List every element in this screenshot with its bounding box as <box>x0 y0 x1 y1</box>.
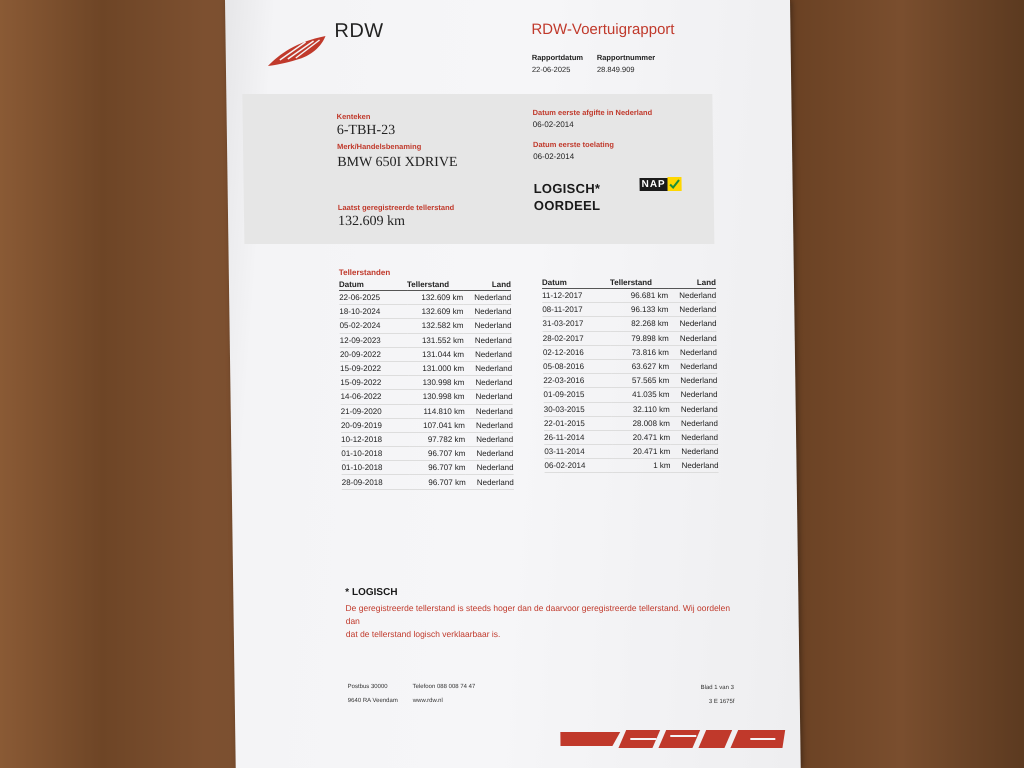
table-row <box>543 388 717 402</box>
note-line2: dat de tellerstand logisch verklaarbaar is. <box>345 629 501 639</box>
row-datum: 05-02-2024 <box>339 319 407 333</box>
row-land: Nederland <box>463 305 511 319</box>
row-land: Nederland <box>465 404 513 418</box>
table-row <box>339 291 511 305</box>
row-tellerstand: 131.552 km <box>408 333 464 347</box>
row-tellerstand: 1 km <box>612 459 670 473</box>
oordeel-block <box>534 180 601 214</box>
laatst-label: Laatst geregistreerde tellerstand <box>337 203 455 212</box>
table-row <box>542 303 716 317</box>
afgifte-label: Datum eerste afgifte in Nederland <box>532 108 653 117</box>
row-datum: 22-06-2025 <box>339 291 407 305</box>
row-tellerstand: 96.133 km <box>610 303 668 317</box>
footer-website: www.rdw.nl <box>412 698 443 704</box>
table-row <box>339 305 511 319</box>
rdw-stripes-icon <box>560 724 790 754</box>
table-row <box>544 416 718 430</box>
row-datum: 22-01-2015 <box>544 416 612 430</box>
oordeel-line1: LOGISCH* <box>533 181 601 196</box>
row-datum: 01-10-2018 <box>341 447 409 461</box>
note-title: * LOGISCH <box>345 587 398 598</box>
row-datum: 11-12-2017 <box>542 289 610 303</box>
table-row <box>341 418 513 432</box>
table-row <box>544 445 718 459</box>
row-land: Nederland <box>670 459 718 473</box>
col-land: Land <box>668 278 716 289</box>
row-land: Nederland <box>465 432 513 446</box>
rapportdatum-value: 22-06-2025 <box>531 65 571 74</box>
toelating-value: 06-02-2014 <box>533 152 575 161</box>
table-row <box>342 475 514 489</box>
row-tellerstand: 20.471 km <box>612 445 670 459</box>
row-land: Nederland <box>465 447 513 461</box>
row-datum: 21-09-2020 <box>341 404 409 418</box>
table-row <box>544 459 718 473</box>
row-land: Nederland <box>669 345 717 359</box>
row-datum: 06-02-2014 <box>544 459 612 473</box>
row-tellerstand: 32.110 km <box>612 402 670 416</box>
nap-letters: NAP <box>639 178 667 191</box>
row-tellerstand: 96.707 km <box>409 447 465 461</box>
kenteken-label: Kenteken <box>336 112 371 121</box>
row-datum: 22-03-2016 <box>543 374 611 388</box>
row-land: Nederland <box>670 416 718 430</box>
footer-adres: 9640 RA Veendam <box>347 698 398 704</box>
table-row <box>340 390 512 404</box>
table-row <box>339 319 511 333</box>
report-title: RDW-Voertuigrapport <box>531 21 675 38</box>
oordeel-line2: OORDEEL <box>533 198 601 213</box>
row-tellerstand: 41.035 km <box>611 388 669 402</box>
row-datum: 10-12-2018 <box>341 432 409 446</box>
row-land: Nederland <box>464 390 512 404</box>
org-name: RDW <box>334 20 384 42</box>
row-land: Nederland <box>668 303 716 317</box>
table-row <box>542 289 716 303</box>
afgifte-value: 06-02-2014 <box>532 120 574 129</box>
table-row <box>543 359 717 373</box>
row-tellerstand: 97.782 km <box>409 432 465 446</box>
rdw-feather-logo-icon <box>265 32 330 70</box>
row-tellerstand: 114.810 km <box>409 404 465 418</box>
row-land: Nederland <box>670 445 718 459</box>
rapportnummer-label: Rapportnummer <box>596 53 656 62</box>
table-row <box>544 402 718 416</box>
row-land: Nederland <box>668 289 716 303</box>
row-land: Nederland <box>669 374 717 388</box>
row-land: Nederland <box>668 317 716 331</box>
col-tellerstand: Tellerstand <box>610 278 668 289</box>
row-tellerstand: 57.565 km <box>611 374 669 388</box>
row-tellerstand: 132.582 km <box>407 319 463 333</box>
footer-blad: Blad 1 van 3 <box>700 685 735 691</box>
row-land: Nederland <box>464 361 512 375</box>
col-datum: Datum <box>542 278 610 289</box>
note-text <box>345 602 746 641</box>
table-row <box>341 404 513 418</box>
row-datum: 08-11-2017 <box>542 303 610 317</box>
row-datum: 26-11-2014 <box>544 430 612 444</box>
row-datum: 20-09-2019 <box>341 418 409 432</box>
laatst-value: 132.609 km <box>337 214 406 229</box>
row-land: Nederland <box>463 319 511 333</box>
row-datum: 02-12-2016 <box>543 345 611 359</box>
footer-postbus: Postbus 30000 <box>347 684 388 690</box>
row-land: Nederland <box>669 359 717 373</box>
tellerstanden-table-left <box>339 280 514 490</box>
row-land: Nederland <box>464 347 512 361</box>
footer-code: 3 E 1675f <box>708 699 735 705</box>
table-row <box>543 331 717 345</box>
table-row <box>542 317 716 331</box>
table-row <box>340 333 512 347</box>
col-land: Land <box>463 280 511 291</box>
row-land: Nederland <box>463 291 511 305</box>
row-datum: 28-02-2017 <box>543 331 611 345</box>
row-datum: 12-09-2023 <box>340 333 408 347</box>
tellerstanden-title: Tellerstanden <box>338 268 391 277</box>
table-row <box>340 361 512 375</box>
report-page <box>225 0 801 768</box>
row-tellerstand: 28.008 km <box>612 416 670 430</box>
row-land: Nederland <box>669 388 717 402</box>
row-land: Nederland <box>670 402 718 416</box>
row-tellerstand: 132.609 km <box>407 291 463 305</box>
col-datum: Datum <box>339 280 407 291</box>
row-land: Nederland <box>466 475 514 489</box>
row-tellerstand: 130.998 km <box>408 376 464 390</box>
row-tellerstand: 107.041 km <box>409 418 465 432</box>
table-row <box>341 461 513 475</box>
rapportdatum-label: Rapportdatum <box>531 53 584 62</box>
row-datum: 20-09-2022 <box>340 347 408 361</box>
row-tellerstand: 130.998 km <box>408 390 464 404</box>
row-datum: 01-10-2018 <box>341 461 409 475</box>
row-datum: 30-03-2015 <box>544 402 612 416</box>
table-row <box>543 345 717 359</box>
row-datum: 03-11-2014 <box>544 445 612 459</box>
row-datum: 15-09-2022 <box>340 376 408 390</box>
row-datum: 05-08-2016 <box>543 359 611 373</box>
row-datum: 14-06-2022 <box>340 390 408 404</box>
row-datum: 31-03-2017 <box>542 317 610 331</box>
row-datum: 15-09-2022 <box>340 361 408 375</box>
checkmark-icon <box>668 177 682 191</box>
row-datum: 18-10-2024 <box>339 305 407 319</box>
row-land: Nederland <box>465 418 513 432</box>
row-tellerstand: 96.707 km <box>409 461 465 475</box>
tellerstanden-table-right <box>542 278 719 473</box>
nap-badge <box>639 176 685 192</box>
merk-label: Merk/Handelsbenaming <box>336 142 422 151</box>
row-tellerstand: 20.471 km <box>612 430 670 444</box>
row-tellerstand: 79.898 km <box>611 331 669 345</box>
kenteken-value: 6-TBH-23 <box>336 123 396 138</box>
footer-telefoon: Telefoon 088 008 74 47 <box>412 684 476 690</box>
row-land: Nederland <box>465 461 513 475</box>
row-tellerstand: 131.044 km <box>408 347 464 361</box>
row-land: Nederland <box>464 333 512 347</box>
table-row <box>340 347 512 361</box>
row-datum: 28-09-2018 <box>342 475 410 489</box>
table-row <box>341 432 513 446</box>
table-row <box>341 447 513 461</box>
row-datum: 01-09-2015 <box>543 388 611 402</box>
row-tellerstand: 63.627 km <box>611 359 669 373</box>
row-land: Nederland <box>464 376 512 390</box>
row-tellerstand: 96.707 km <box>410 475 466 489</box>
row-tellerstand: 96.681 km <box>610 289 668 303</box>
row-land: Nederland <box>669 331 717 345</box>
table-row <box>544 430 718 444</box>
row-tellerstand: 132.609 km <box>407 305 463 319</box>
toelating-label: Datum eerste toelating <box>532 140 614 149</box>
row-tellerstand: 82.268 km <box>610 317 668 331</box>
merk-value: BMW 650I XDRIVE <box>337 155 458 170</box>
row-tellerstand: 73.816 km <box>611 345 669 359</box>
table-row <box>543 374 717 388</box>
note-line1: De geregistreerde tellerstand is steeds hoger dan de daarvoor geregistreerde tellerstand. Wij oordelen dan <box>345 603 731 626</box>
row-tellerstand: 131.000 km <box>408 361 464 375</box>
row-land: Nederland <box>670 430 718 444</box>
table-row <box>340 376 512 390</box>
rapportnummer-value: 28.849.909 <box>596 65 635 74</box>
col-tellerstand: Tellerstand <box>407 280 463 291</box>
